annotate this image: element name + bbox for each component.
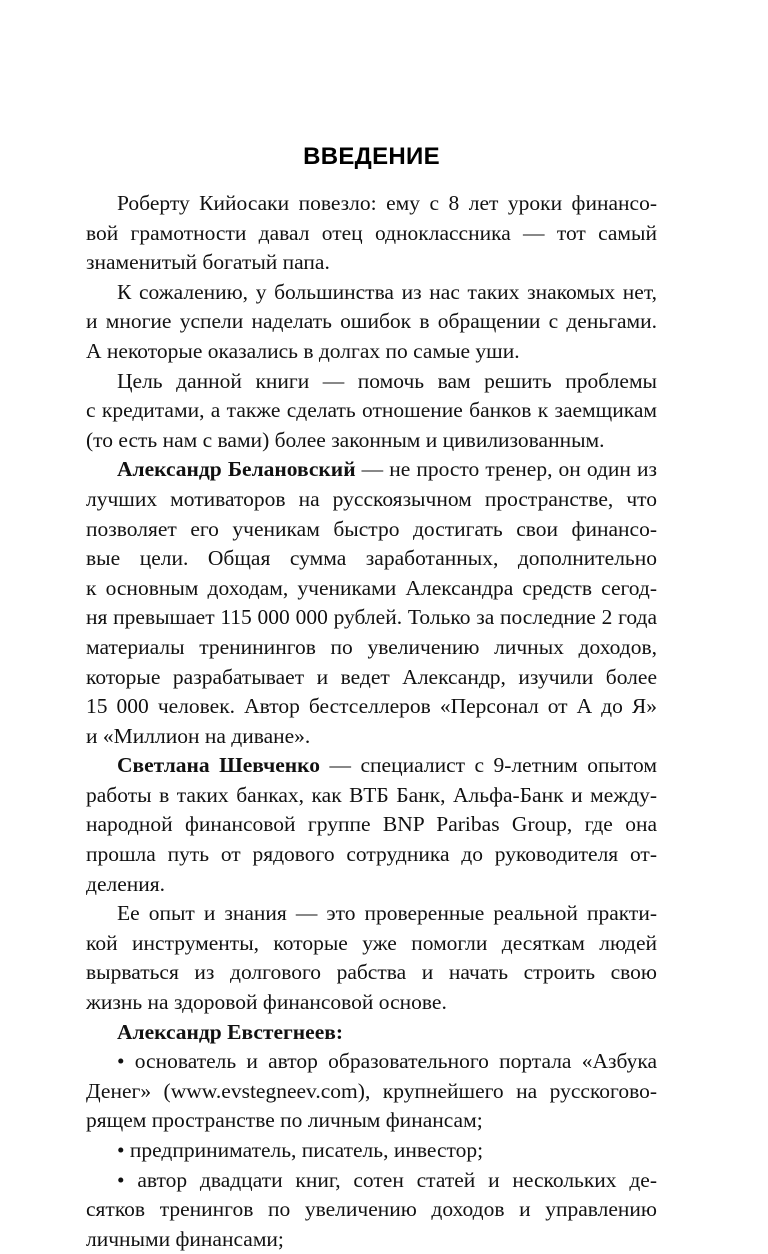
text-fragment: предприниматель, писатель, инвестор; [129,1138,484,1162]
text-line: к основным доходам, учениками Александра средств сегод- [86,575,657,600]
text-line: жизнь на здоровой финансовой основе. [86,990,447,1015]
bullet-icon: • [117,1167,125,1192]
text-line: рящем пространстве по личным финансам; [86,1108,483,1133]
text-line: и «Миллион на диване». [86,723,311,748]
text-line: знаменитый богатый папа. [86,250,330,275]
paragraph-kiyosaki [86,189,657,278]
author-name-belanovsky: Александр Белановский [117,457,356,482]
text-line: прошла путь от рядового сотрудника до руководителя от- [86,842,657,867]
bullet-item [86,1136,657,1166]
text-line: народной финансовой группе BNP Paribas Group, где она [86,812,657,837]
text-line [86,1136,657,1166]
text-fragment: — специалист с 9-летним опытом [320,753,657,778]
text-line: Роберту Кийосаки повезло: ему с 8 лет уроки финансо- [117,191,657,215]
text-line: личными финансами; [86,1226,284,1251]
text-line: Денег» (www.evstegneev.com), крупнейшего на русскогово- [86,1078,657,1103]
chapter-title: ВВЕДЕНИЕ [303,143,440,170]
text-line: работы в таких банках, как ВТБ Банк, Альфа-Банк и между- [86,782,657,807]
bullet-icon: • [117,1138,125,1162]
text-line [86,751,657,781]
text-line: вой грамотности давал отец одноклассника — тот самый [86,220,657,245]
bullet-item [86,1047,657,1136]
text-line [86,1047,657,1077]
text-line: и многие успели наделать ошибок в обращении с деньгами. [86,309,657,334]
text-line: лучших мотиваторов на русскоязычном пространстве, что [86,486,657,511]
chapter-body [86,189,657,1254]
text-line: сятков тренингов по увеличению доходов и управлению [86,1197,657,1222]
text-line: которые разрабатывает и ведет Александр, изучили более [86,664,657,689]
text-line: вырваться из долгового рабства и начать строить свою [86,960,657,985]
text-line: К сожалению, у большинства из нас таких знакомых нет, [117,279,657,304]
paragraph-experience [86,899,657,1017]
author-heading-evstegneev [86,1018,657,1048]
text-line [86,455,657,485]
text-line: (то есть нам с вами) более законным и цивилизованным. [86,427,605,452]
text-line: материалы тренинингов по увеличению личных доходов, [86,634,657,659]
text-line: ня превышает 115 000 000 рублей. Только за последние 2 года [86,605,657,630]
text-line [86,1018,657,1048]
text-line: Ее опыт и знания — это проверенные реальной практи- [117,901,657,926]
paragraph-regret [86,278,657,367]
author-name-shevchenko: Светлана Шевченко [117,753,321,778]
text-line: А некоторые оказались в долгах по самые уши. [86,338,520,363]
text-line [86,1166,657,1196]
text-fragment: основатель и автор образовательного портала «Азбука [134,1049,658,1074]
text-line: позволяет его ученикам быстро достигать свои финансо- [86,516,657,541]
paragraph-shevchenko [86,751,657,899]
text-fragment: автор двадцати книг, сотен статей и нескольких де- [137,1167,657,1192]
text-fragment: — не просто тренер, он один из [355,457,657,482]
text-line: с кредитами, а также сделать отношение банков к заемщикам [86,398,657,423]
author-name-evstegneev: Александр Евстегнеев: [117,1019,344,1044]
text-line: вые цели. Общая сумма заработанных, дополнительно [86,546,657,571]
text-line: Цель данной книги — помочь вам решить проблемы [117,368,657,393]
paragraph-goal [86,367,657,456]
text-line: деления. [86,871,166,896]
text-line: кой инструменты, которые уже помогли десяткам людей [86,930,657,955]
text-line: 15 000 человек. Автор бестселлеров «Персонал от А до Я» [86,694,657,719]
paragraph-belanovsky [86,455,657,751]
bullet-icon: • [117,1049,125,1074]
